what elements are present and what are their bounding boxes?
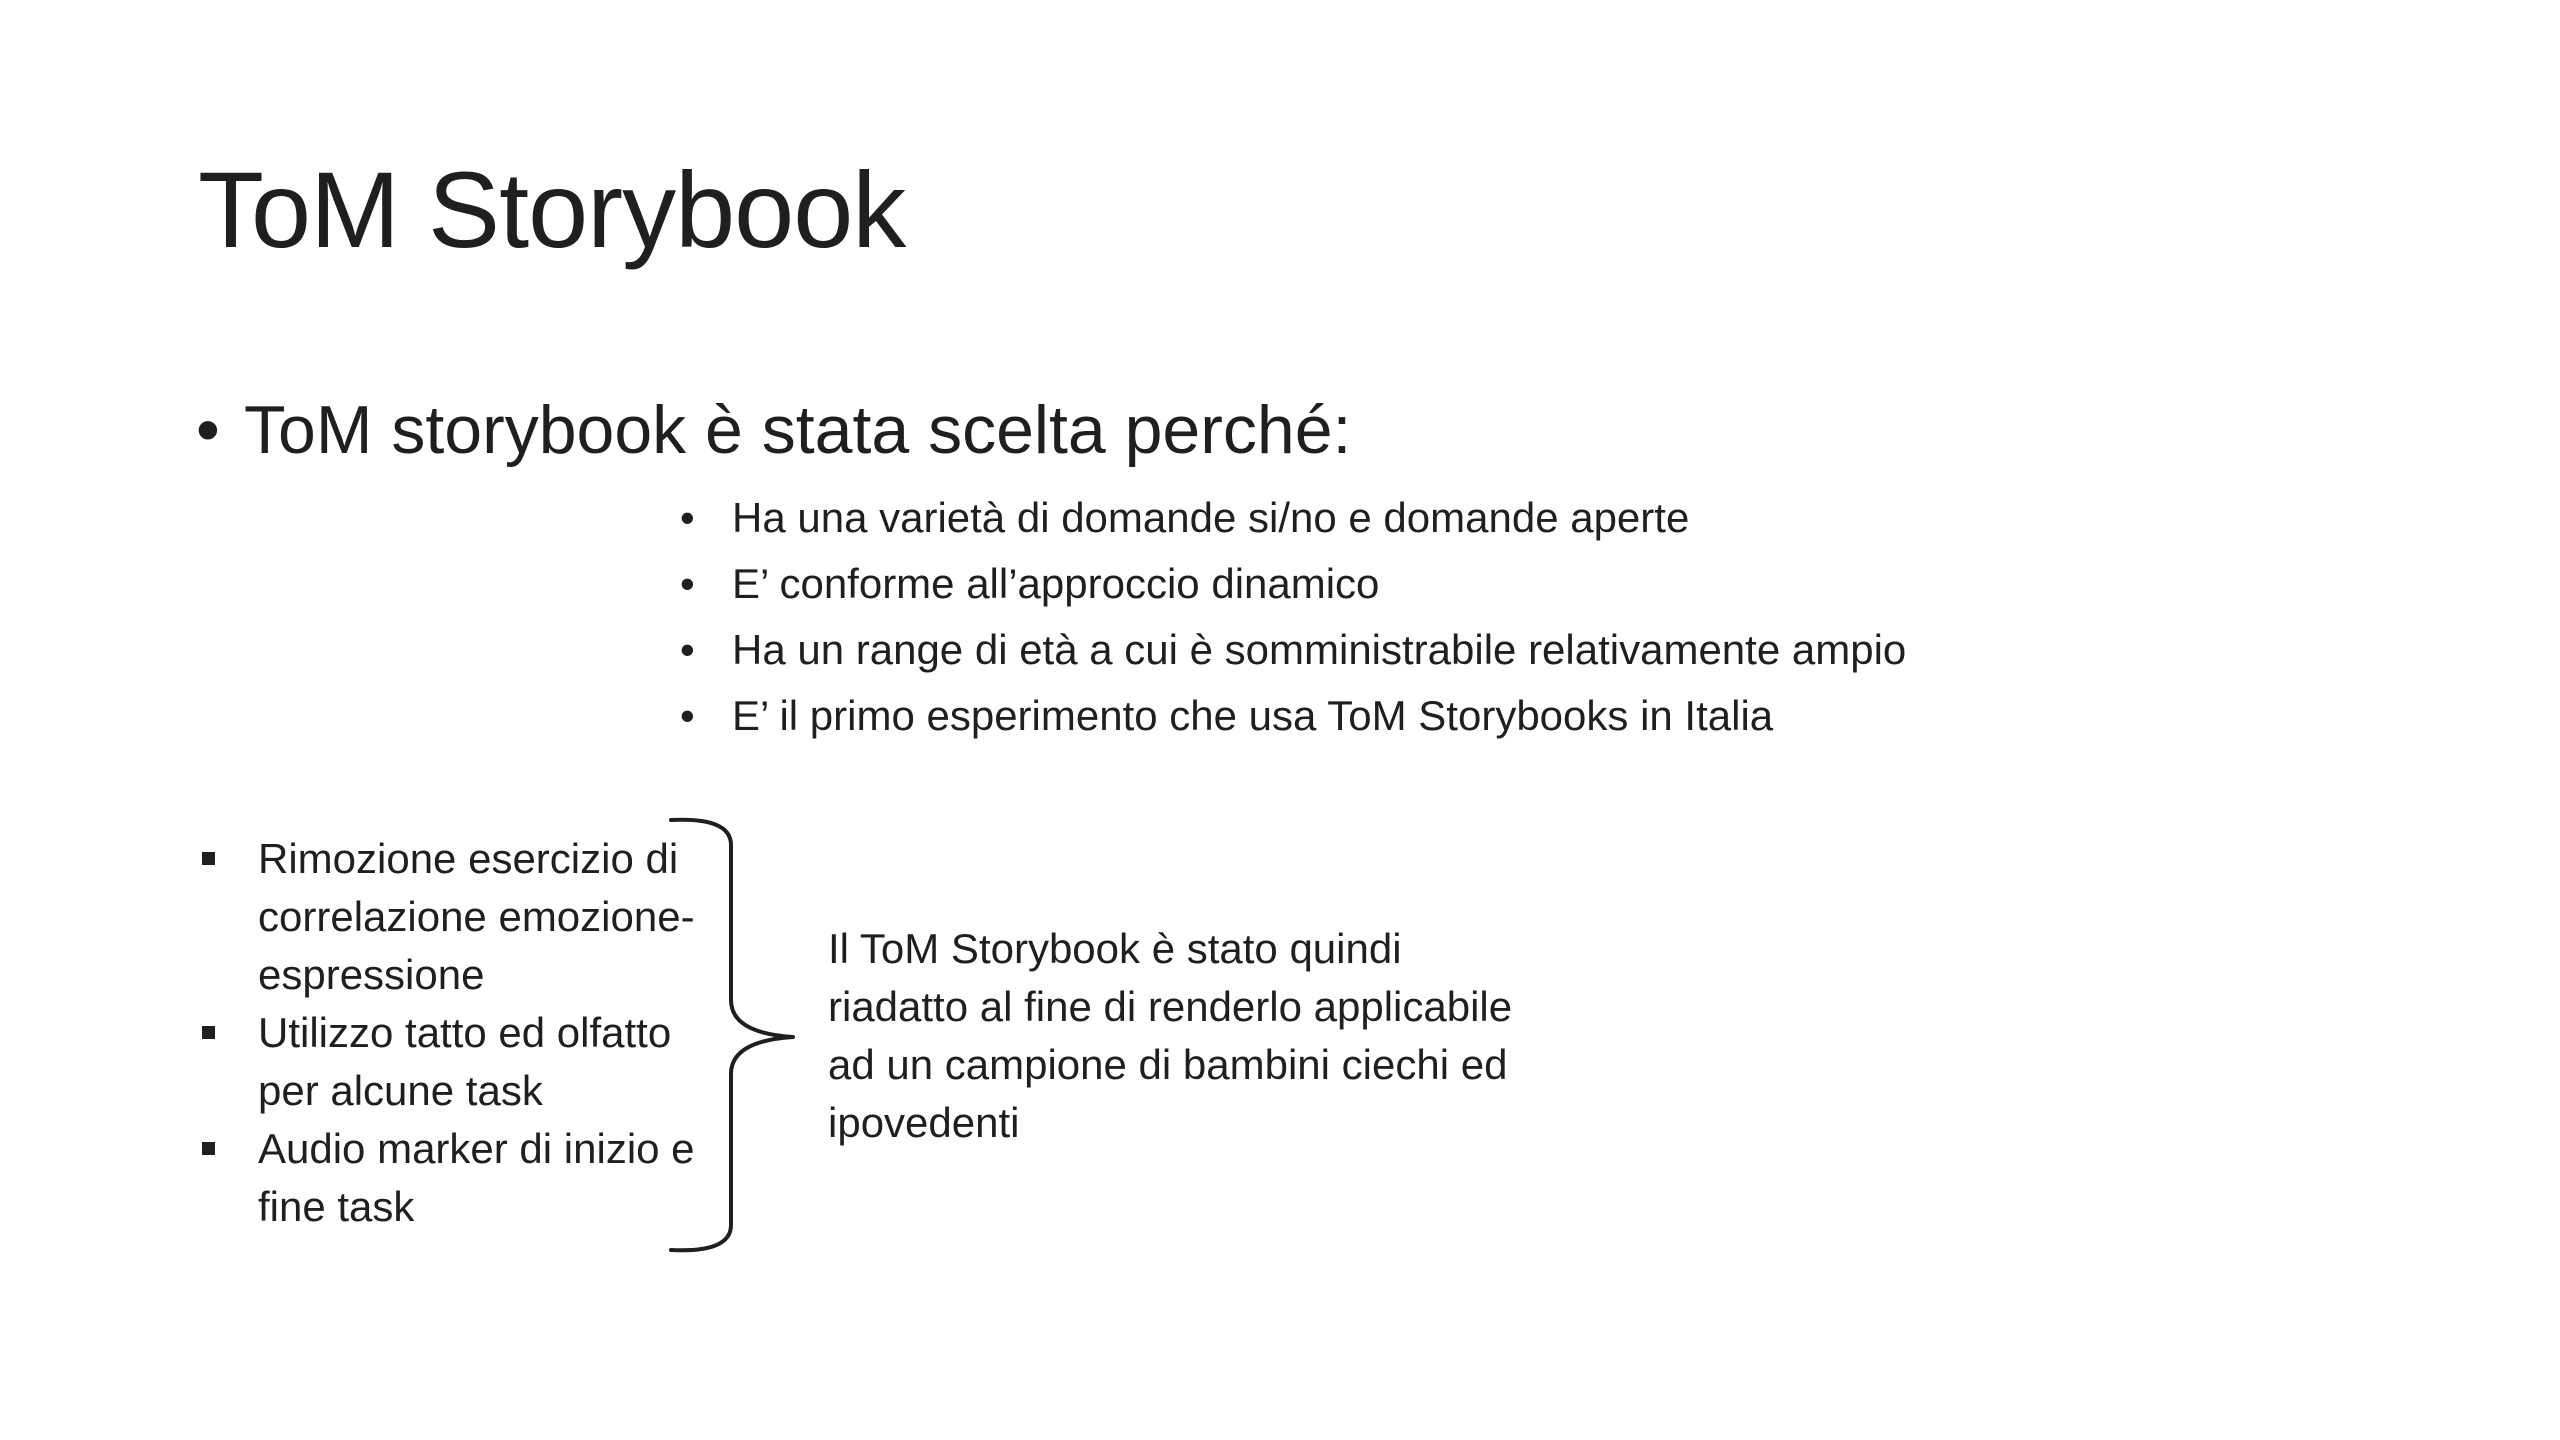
bullet-dot-icon: • xyxy=(680,626,695,673)
reasons-list xyxy=(680,485,1906,749)
reason-text: Ha una varietà di domande si/no e domande aperte xyxy=(732,494,1690,541)
list-item xyxy=(680,551,1906,617)
reason-text: Ha un range di età a cui è somministrabile relativamente ampio xyxy=(732,626,1907,673)
modification-text: Utilizzo tatto ed olfatto per alcune task xyxy=(258,1009,672,1114)
bullet-dot-icon: • xyxy=(680,494,695,541)
conclusion-text: Il ToM Storybook è stato quindi riadatto al fine di renderlo applicabile ad un campione di bambini ciechi ed ipovedenti xyxy=(828,925,1513,1146)
main-bullet-text: ToM storybook è stata scelta perché: xyxy=(244,392,1352,468)
square-bullet-icon xyxy=(202,1026,215,1039)
modifications-list xyxy=(200,830,740,1236)
modification-text: Rimozione esercizio di correlazione emozione-espressione xyxy=(258,835,695,998)
list-item xyxy=(680,683,1906,749)
modification-text: Audio marker di inizio e fine task xyxy=(258,1125,695,1230)
reason-text: E’ il primo esperimento che usa ToM Storybooks in Italia xyxy=(732,692,1774,739)
list-item xyxy=(200,1120,740,1236)
list-item xyxy=(680,485,1906,551)
bullet-dot-icon: • xyxy=(680,692,695,739)
bullet-dot-icon: • xyxy=(680,560,695,607)
square-bullet-icon xyxy=(202,1142,215,1155)
slide-title: ToM Storybook xyxy=(198,149,906,270)
list-item xyxy=(200,1004,740,1120)
list-item xyxy=(200,830,740,1004)
right-curly-brace-icon xyxy=(665,815,795,1255)
list-item xyxy=(680,617,1906,683)
reason-text: E’ conforme all’approccio dinamico xyxy=(732,560,1380,607)
bullet-dot-icon: • xyxy=(196,392,220,468)
square-bullet-icon xyxy=(202,852,215,865)
main-bullet xyxy=(196,390,1351,472)
